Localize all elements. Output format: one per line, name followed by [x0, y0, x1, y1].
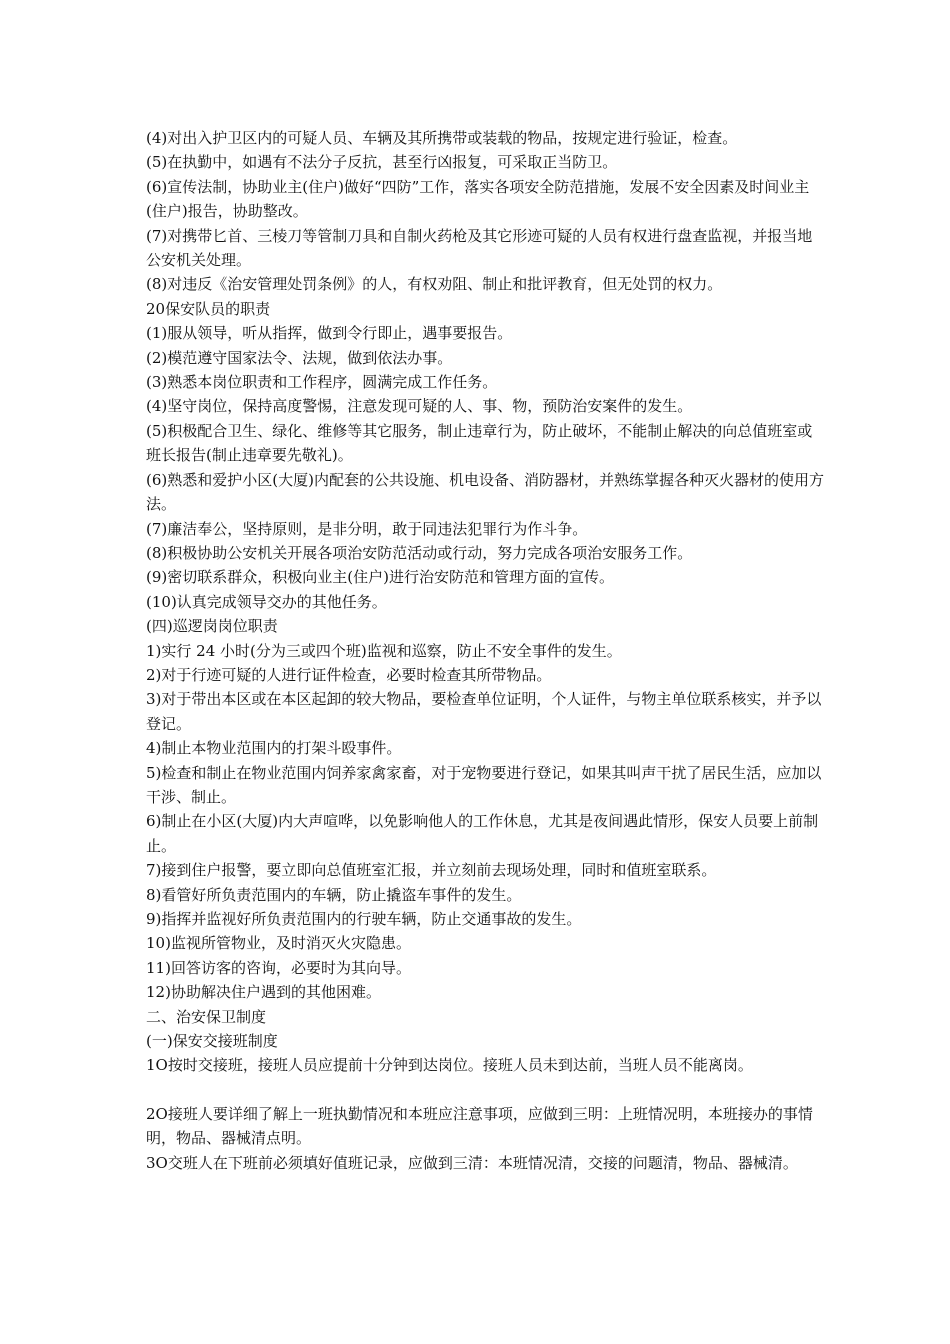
- paragraph-spacer: [146, 1078, 826, 1102]
- guard-duty-4: (4)坚守岗位，保持高度警惕，注意发现可疑的人、事、物，预防治安案件的发生。: [146, 397, 693, 416]
- guard-duty-7: (7)廉洁奉公，坚持原则，是非分明，敢于同违法犯罪行为作斗争。: [146, 519, 588, 538]
- patrol-duty-11: 11)回答访客的咨询，必要时为其向导。: [146, 958, 411, 977]
- patrol-duty-7: 7)接到住户报警，要立即向总值班室汇报，并立刻前去现场处理，同时和值班室联系。: [146, 861, 717, 880]
- patrol-duty-2: 2)对于行迹可疑的人进行证件检查，必要时检查其所带物品。: [146, 665, 552, 684]
- patrol-duty-6: 6)制止在小区(大厦)内大声喧哗，以免影响他人的工作休息，尤其是夜间遇此情形，保安人员要上前制止。: [146, 812, 819, 855]
- guard-duty-9: (9)密切联系群众，积极向业主(住户)进行治安防范和管理方面的宣传。: [146, 568, 614, 587]
- patrol-duty-8: 8)看管好所负责范围内的车辆，防止撬盗车事件的发生。: [146, 885, 522, 904]
- paragraph-6-legal-publicity: (6)宣传法制，协助业主(住户)做好“四防”工作，落实各项安全防范措施，发展不安全因素及时间业主(住户)报告，协助整改。: [146, 177, 810, 221]
- patrol-duty-9: 9)指挥并监视好所负责范围内的行驶车辆，防止交通事故的发生。: [146, 910, 582, 928]
- paragraph-5-self-defense: (5)在执勤中，如遇有不法分子反抗，甚至行凶报复，可采取正当防卫。: [146, 153, 618, 172]
- guard-duty-1: (1)服从领导，听从指挥，做到令行即止，遇事要报告。: [146, 324, 513, 343]
- guard-duty-10: (10)认真完成领导交办的其他任务。: [146, 592, 387, 611]
- patrol-duty-3: 3)对于带出本区或在本区起卸的较大物品，要检查单位证明，个人证件，与物主单位联系核实，并予以登记。: [146, 690, 822, 733]
- section-heading-patrol-duties: (四)巡逻岗岗位职责: [146, 617, 278, 636]
- chapter-heading-security-system: 二、治安保卫制度: [146, 1007, 267, 1026]
- section-heading-shift-handover: (一)保安交接班制度: [146, 1032, 278, 1051]
- patrol-duty-4: 4)制止本物业范围内的打架斗殴事件。: [146, 739, 402, 758]
- paragraph-8-violations: (8)对违反《治安管理处罚条例》的人，有权劝阻、制止和批评教育，但无处罚的权力。: [146, 275, 723, 294]
- patrol-duty-12: 12)协助解决住户遇到的其他困难。: [146, 983, 381, 1002]
- guard-duty-2: (2)模范遵守国家法令、法规，做到依法办事。: [146, 348, 453, 367]
- patrol-duty-1: 1)实行 24 小时(分为三或四个班)监视和巡察，防止不安全事件的发生。: [146, 641, 622, 660]
- handover-rule-2: 2О接班人要详细了解上一班执勤情况和本班应注意事项，应做到三明：上班情况明，本班接办的事情明，物品、器械清点明。: [146, 1104, 813, 1148]
- guard-duty-8: (8)积极协助公安机关开展各项治安防范活动或行动，努力完成各项治安服务工作。: [146, 543, 693, 562]
- document-body: [146, 126, 826, 1175]
- patrol-duty-10: 10)监视所管物业，及时消灭火灾隐患。: [146, 934, 411, 953]
- patrol-duty-5: 5)检查和制止在物业范围内饲养家禽家畜，对于宠物要进行登记，如果其叫声干扰了居民生活，应加以干涉、制止。: [146, 763, 822, 806]
- handover-rule-1: 1О按时交接班，接班人员应提前十分钟到达岗位。接班人员未到达前，当班人员不能离岗。: [146, 1056, 753, 1075]
- guard-duty-6: (6)熟悉和爱护小区(大厦)内配套的公共设施、机电设备、消防器材，并熟练掌握各种灭火器材的使用方法。: [146, 470, 824, 514]
- section-heading-guard-duties: 20保安队员的职责: [146, 299, 271, 318]
- paragraph-7-weapons-check: (7)对携带匕首、三棱刀等管制刀具和自制火药枪及其它形迹可疑的人员有权进行盘查监视，并报当地公安机关处理。: [146, 226, 813, 270]
- handover-rule-3: 3О交班人在下班前必须填好值班记录，应做到三清：本班情况清，交接的问题清，物品、器械清。: [146, 1153, 798, 1172]
- guard-duty-3: (3)熟悉本岗位职责和工作程序，圆满完成工作任务。: [146, 373, 498, 392]
- paragraph-4-inspection: (4)对出入护卫区内的可疑人员、车辆及其所携带或装载的物品，按规定进行验证，检查。: [146, 129, 738, 147]
- guard-duty-5: (5)积极配合卫生、绿化、维修等其它服务，制止违章行为，防止破坏，不能制止解决的向总值班室或班长报告(制止违章要先敬礼)。: [146, 421, 813, 465]
